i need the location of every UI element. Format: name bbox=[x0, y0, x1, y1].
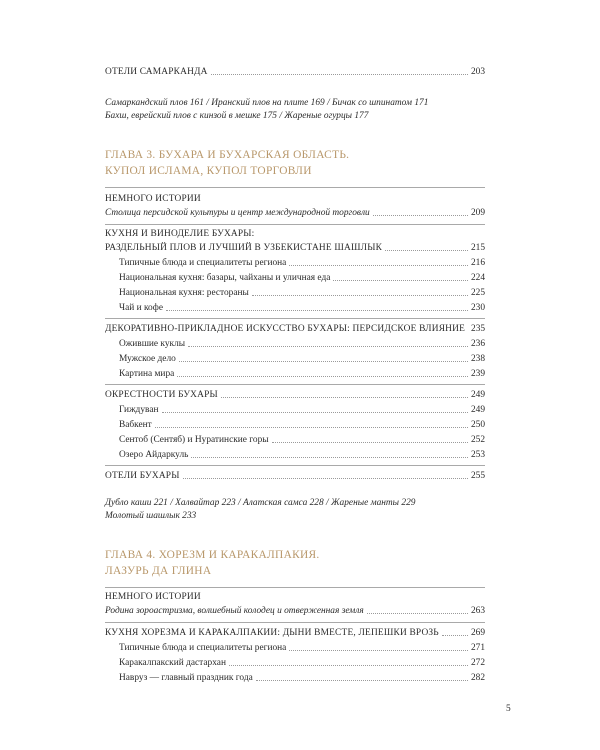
toc-entry-title: ДЕКОРАТИВНО-ПРИКЛАДНОЕ ИСКУССТВО БУХАРЫ: ПЕРСИДСКОЕ ВЛИЯНИЕ bbox=[105, 324, 466, 334]
toc-entry-title: Ожившие куклы bbox=[119, 339, 186, 349]
toc-page-number: 216 bbox=[470, 258, 485, 268]
toc-entry-title: Сентоб (Сентяб) и Нуратинские горы bbox=[119, 435, 269, 445]
divider bbox=[105, 465, 485, 466]
leader-dots bbox=[289, 650, 468, 651]
divider bbox=[105, 187, 485, 188]
toc-page-number: 249 bbox=[470, 390, 485, 400]
leader-dots bbox=[373, 215, 468, 216]
toc-entry-title: Вабкент bbox=[119, 420, 152, 430]
toc-page-number: 249 bbox=[470, 405, 485, 415]
toc-entry-title: Каракалпакский дастархан bbox=[119, 658, 226, 668]
toc-entry-subtitle: Столица персидской культуры и центр международной торговли bbox=[105, 208, 370, 218]
toc-subentry[interactable] bbox=[119, 447, 485, 461]
toc-page-number: 271 bbox=[470, 643, 485, 653]
toc-subentry[interactable] bbox=[119, 417, 485, 431]
divider bbox=[105, 224, 485, 225]
leader-dots bbox=[162, 412, 468, 413]
leader-dots bbox=[272, 442, 468, 443]
leader-dots bbox=[183, 478, 468, 479]
leader-dots bbox=[177, 376, 468, 377]
leader-dots bbox=[179, 361, 468, 362]
leader-dots bbox=[333, 280, 468, 281]
toc-entry-cuisine[interactable] bbox=[105, 625, 485, 639]
toc-entry-history[interactable] bbox=[105, 205, 485, 219]
toc-entry-title: Гиждуван bbox=[119, 405, 159, 415]
divider bbox=[105, 622, 485, 623]
chapter-heading-line: ГЛАВА 4. ХОРЕЗМ И КАРАКАЛПАКИЯ. bbox=[105, 549, 320, 561]
leader-dots bbox=[188, 346, 468, 347]
recipe-list-line: Бахш, еврейский плов с кинзой в мешке 175 / Жареные огурцы 177 bbox=[105, 111, 369, 121]
toc-subentry[interactable] bbox=[119, 270, 485, 284]
leader-dots bbox=[155, 427, 468, 428]
toc-entry-surroundings[interactable] bbox=[105, 387, 485, 401]
toc-page-number: 269 bbox=[470, 628, 485, 638]
section-title: КУХНЯ И ВИНОДЕЛИЕ БУХАРЫ: bbox=[105, 229, 255, 239]
section-title: НЕМНОГО ИСТОРИИ bbox=[105, 194, 201, 204]
toc-subentry[interactable] bbox=[119, 366, 485, 380]
leader-dots bbox=[289, 265, 468, 266]
divider bbox=[105, 318, 485, 319]
toc-entry-crafts[interactable] bbox=[105, 321, 485, 335]
toc-entry-cuisine[interactable] bbox=[105, 240, 485, 254]
toc-page-number: 238 bbox=[470, 354, 485, 364]
toc-entry-title: Национальная кухня: базары, чайханы и уличная еда bbox=[119, 273, 331, 283]
toc-subentry[interactable] bbox=[119, 432, 485, 446]
toc-page-number: 235 bbox=[471, 324, 486, 334]
toc-subentry[interactable] bbox=[119, 255, 485, 269]
leader-dots bbox=[229, 665, 468, 666]
toc-page-number: 215 bbox=[470, 243, 485, 253]
toc-subentry[interactable] bbox=[119, 402, 485, 416]
leader-dots bbox=[191, 457, 468, 458]
toc-entry-history[interactable] bbox=[105, 603, 485, 617]
leader-dots bbox=[166, 310, 468, 311]
toc-entry-title: Навруз — главный праздник года bbox=[119, 673, 253, 683]
toc-entry-title: ОТЕЛИ БУХАРЫ bbox=[105, 471, 180, 481]
toc-page-number: 250 bbox=[470, 420, 485, 430]
toc-entry-title: КУХНЯ ХОРЕЗМА И КАРАКАЛПАКИИ: ДЫНИ ВМЕСТЕ, ЛЕПЕШКИ ВРОЗЬ bbox=[105, 628, 439, 638]
toc-entry-title: Национальная кухня: рестораны bbox=[119, 288, 249, 298]
toc-entry-hotels-samarkand[interactable] bbox=[105, 64, 485, 78]
leader-dots bbox=[385, 250, 468, 251]
recipe-list-line: Дубло каши 221 / Халвайтар 223 / Алатская самса 228 / Жареные манты 229 bbox=[105, 498, 416, 508]
chapter-heading-line: ЛАЗУРЬ ДА ГЛИНА bbox=[105, 565, 212, 577]
toc-entry-title: Типичные блюда и специалитеты региона bbox=[119, 643, 287, 653]
leader-dots bbox=[252, 295, 468, 296]
toc-page-number: 239 bbox=[470, 369, 485, 379]
table-of-contents bbox=[105, 0, 485, 750]
toc-subentry[interactable] bbox=[119, 670, 485, 684]
toc-entry-title: Типичные блюда и специалитеты региона bbox=[119, 258, 287, 268]
toc-entry-subtitle: Родина зороастризма, волшебный колодец и отверженная земля bbox=[105, 606, 364, 616]
toc-subentry[interactable] bbox=[119, 640, 485, 654]
divider bbox=[105, 587, 485, 588]
toc-page-number: 209 bbox=[470, 208, 485, 218]
recipe-list-line: Самаркандский плов 161 / Иранский плов на плите 169 / Бичак со шпинатом 171 bbox=[105, 98, 429, 108]
toc-page-number: 282 bbox=[470, 673, 485, 683]
divider bbox=[105, 384, 485, 385]
section-title: НЕМНОГО ИСТОРИИ bbox=[105, 592, 201, 602]
toc-entry-title: РАЗДЕЛЬНЫЙ ПЛОВ И ЛУЧШИЙ В УЗБЕКИСТАНЕ ШАШЛЫК bbox=[105, 243, 383, 253]
toc-page-number: 263 bbox=[470, 606, 485, 616]
page-number: 5 bbox=[506, 704, 511, 714]
leader-dots bbox=[367, 613, 468, 614]
leader-dots bbox=[211, 74, 468, 75]
toc-page-number: 224 bbox=[470, 273, 485, 283]
leader-dots bbox=[221, 397, 468, 398]
leader-dots bbox=[256, 680, 468, 681]
toc-entry-title: ОТЕЛИ САМАРКАНДА bbox=[105, 67, 208, 77]
toc-entry-title: Чай и кофе bbox=[119, 303, 163, 313]
toc-page-number: 272 bbox=[470, 658, 485, 668]
toc-subentry[interactable] bbox=[119, 655, 485, 669]
toc-page-number: 203 bbox=[470, 67, 485, 77]
recipe-list-line: Молотый шашлык 233 bbox=[105, 511, 197, 521]
toc-entry-title: ОКРЕСТНОСТИ БУХАРЫ bbox=[105, 390, 218, 400]
toc-page-number: 253 bbox=[470, 450, 485, 460]
toc-page-number: 225 bbox=[470, 288, 485, 298]
toc-subentry[interactable] bbox=[119, 336, 485, 350]
toc-page-number: 252 bbox=[470, 435, 485, 445]
toc-entry-hotels-bukhara[interactable] bbox=[105, 468, 485, 482]
leader-dots bbox=[442, 635, 468, 636]
toc-page-number: 230 bbox=[470, 303, 485, 313]
toc-subentry[interactable] bbox=[119, 300, 485, 314]
chapter-heading-line: ГЛАВА 3. БУХАРА И БУХАРСКАЯ ОБЛАСТЬ. bbox=[105, 149, 350, 161]
toc-page-number: 255 bbox=[470, 471, 485, 481]
chapter-heading-line: КУПОЛ ИСЛАМА, КУПОЛ ТОРГОВЛИ bbox=[105, 165, 312, 177]
toc-entry-title: Озеро Айдаркуль bbox=[119, 450, 189, 460]
toc-entry-title: Картина мира bbox=[119, 369, 175, 379]
toc-entry-title: Мужское дело bbox=[119, 354, 176, 364]
toc-subentry[interactable] bbox=[119, 351, 485, 365]
toc-subentry[interactable] bbox=[119, 285, 485, 299]
toc-page-number: 236 bbox=[470, 339, 485, 349]
